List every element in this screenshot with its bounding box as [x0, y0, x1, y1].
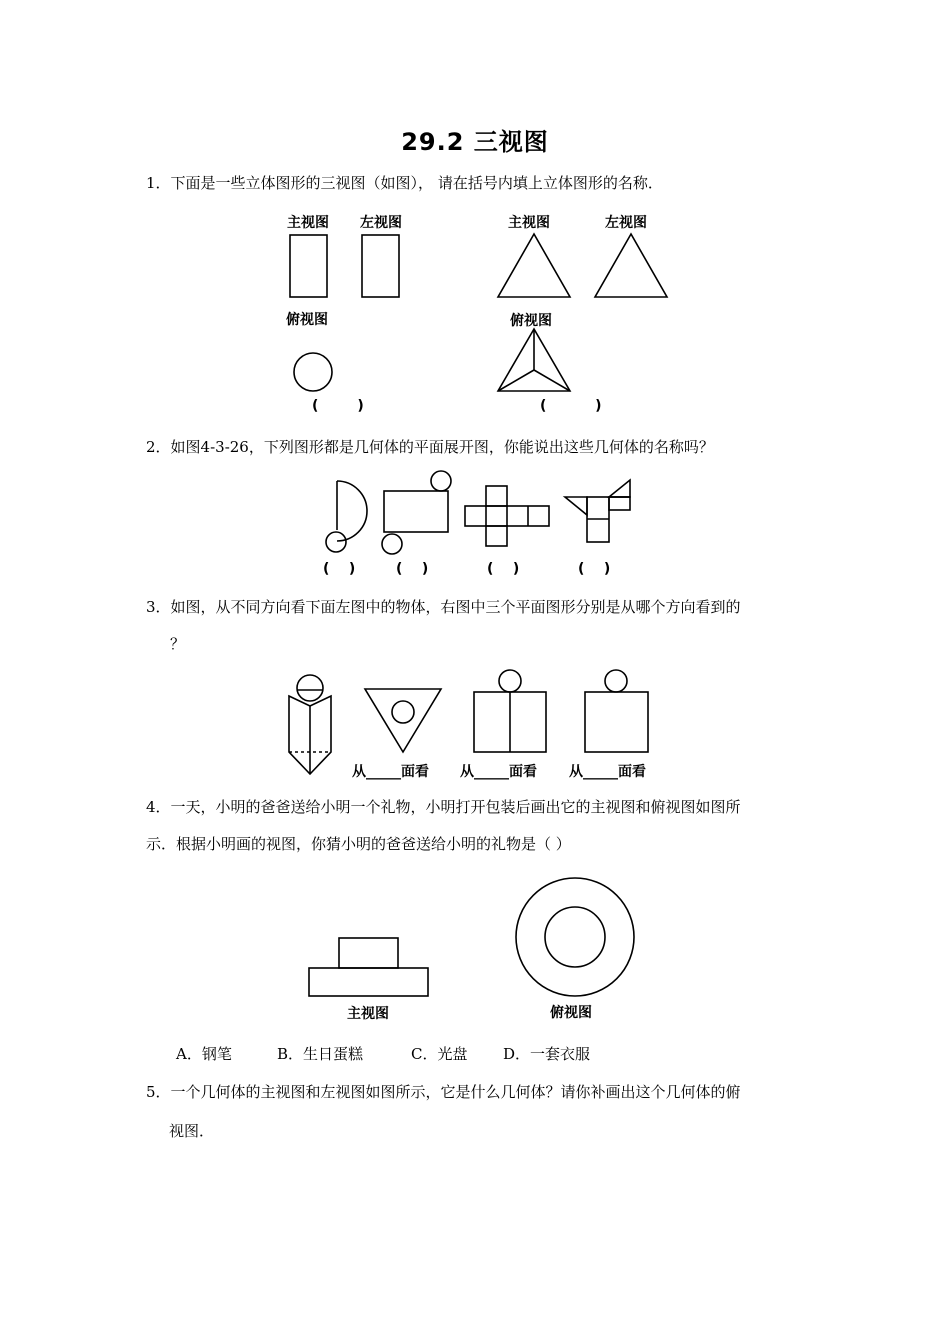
- q1-left-view-label-a: 左视图: [360, 215, 402, 231]
- question-4-text-line2: 示．根据小明画的视图，你猜小明的爸爸送给小明的礼物是（ ）: [146, 835, 571, 853]
- q4-top-outer-circle: [516, 878, 634, 996]
- question-3-text-line1: 3．如图，从不同方向看下面左图中的物体，右图中三个平面图形分别是从哪个方向看到的: [146, 598, 741, 616]
- q1-answer-blank-b[interactable]: ( ): [540, 398, 602, 414]
- q3-view3-rect: [585, 692, 648, 752]
- q4-front-bottom-block: [309, 968, 428, 996]
- q1-a-top-circle: [294, 353, 332, 391]
- q1-front-view-label-a: 主视图: [287, 215, 329, 231]
- q1-left-view-label-b: 左视图: [605, 215, 647, 231]
- q4-top-view-label: 俯视图: [550, 1005, 592, 1021]
- q2-net4-right-triangle: [609, 480, 630, 497]
- q2-net2-top-circle: [431, 471, 451, 491]
- q2-net2-bottom-circle: [382, 534, 402, 554]
- q2-net4-side: [609, 497, 630, 510]
- q3-view3-circle: [605, 670, 627, 692]
- q2-answer-blank-3[interactable]: ( ): [487, 561, 520, 577]
- question-5-text-line1: 5．一个几何体的主视图和左视图如图所示，它是什么几何体？请你补画出这个几何体的俯: [146, 1083, 741, 1101]
- question-3-text-line2: ？: [170, 635, 186, 653]
- q1-top-view-label-a: 俯视图: [286, 312, 328, 328]
- q1-b-front-triangle: [498, 234, 570, 297]
- q2-answer-blank-4[interactable]: ( ): [578, 561, 611, 577]
- q4-front-view-label: 主视图: [347, 1006, 389, 1022]
- q1-answer-blank-a[interactable]: ( ): [312, 398, 364, 414]
- q3-view-label-3: 从_____面看: [569, 764, 646, 780]
- q1-a-front-rect: [290, 235, 327, 297]
- q2-net4-left-triangle: [565, 497, 587, 515]
- q2-answer-blank-2[interactable]: ( ): [396, 561, 429, 577]
- question-5-text-line2: 视图．: [169, 1122, 215, 1140]
- q4-option-a[interactable]: A．钢笔: [176, 1045, 232, 1063]
- q3-view1-circle: [392, 701, 414, 723]
- q4-option-c[interactable]: C．光盘: [411, 1045, 468, 1063]
- question-1-text: 1．下面是一些立体图形的三视图（如图）， 请在括号内填上立体图形的名称．: [146, 174, 663, 192]
- q1-b-left-triangle: [595, 234, 667, 297]
- q1-a-left-rect: [362, 235, 399, 297]
- q4-top-inner-circle: [545, 907, 605, 967]
- q1-top-view-label-b: 俯视图: [510, 313, 552, 329]
- q4-option-b[interactable]: B．生日蛋糕: [277, 1045, 364, 1063]
- page-title: 29.2 三视图: [401, 128, 549, 156]
- question-4-text-line1: 4．一天，小明的爸爸送给小明一个礼物，小明打开包装后画出它的主视图和俯视图如图所: [146, 798, 741, 816]
- q2-net3-bottom: [486, 526, 507, 546]
- q1-front-view-label-b: 主视图: [508, 215, 550, 231]
- q3-view1-triangle: [365, 689, 441, 752]
- q4-option-d[interactable]: D．一套衣服: [503, 1045, 591, 1063]
- q3-view2-circle: [499, 670, 521, 692]
- question-2-text: 2．如图4-3-26，下列图形都是几何体的平面展开图，你能说出这些几何体的名称吗？: [146, 438, 714, 456]
- q3-view-label-1: 从_____面看: [352, 764, 429, 780]
- q2-net1-base: [326, 532, 346, 552]
- q2-net3-top: [486, 486, 507, 506]
- q3-view-label-2: 从_____面看: [460, 764, 537, 780]
- q2-answer-blank-1[interactable]: ( ): [323, 561, 356, 577]
- q2-net2-rect: [384, 491, 448, 532]
- q2-net1-sector: [337, 481, 367, 541]
- q3-object-sphere: [297, 675, 323, 701]
- q4-front-top-block: [339, 938, 398, 968]
